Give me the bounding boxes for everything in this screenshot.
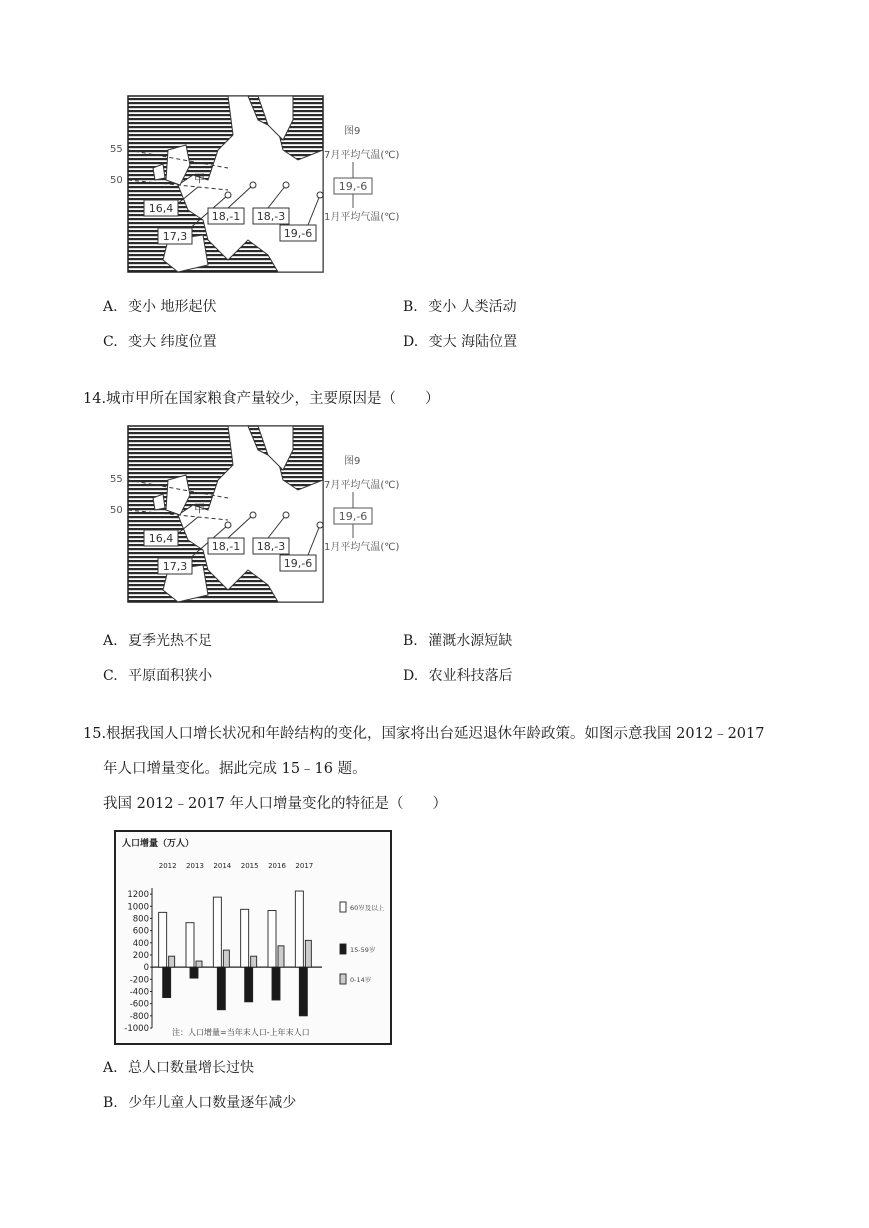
option-letter: B. (403, 299, 418, 315)
bar-2013-2 (196, 961, 202, 967)
bar-2016-2 (278, 946, 284, 967)
city-box-5: 19,-6 (283, 227, 313, 240)
bar-2015-2 (251, 956, 257, 967)
y-tick-label: 1000 (127, 902, 149, 913)
y-tick-label: -400 (129, 987, 149, 998)
category-label: 2014 (213, 862, 232, 870)
category-label: 2013 (186, 862, 204, 870)
jan-label: 1月平均气温(℃) (324, 542, 400, 553)
q13-option-d[interactable] (403, 332, 517, 352)
y-tick-label: 600 (132, 926, 149, 937)
option-letter: C. (103, 668, 118, 684)
lat-label-50: 50 (110, 175, 123, 186)
option-text: 少年儿童人口数量逐年减少 (128, 1095, 297, 1111)
y-tick-label: 800 (132, 914, 149, 925)
y-tick-label: -1000 (124, 1024, 149, 1034)
option-letter: B. (103, 1095, 118, 1111)
bar-2014-0 (213, 897, 221, 967)
y-tick-label: -800 (129, 1011, 149, 1022)
city-box-2: 17,3 (162, 560, 188, 573)
chart-title: 人口增量（万人） (122, 839, 195, 849)
option-letter: A. (103, 299, 118, 315)
map-title: 图9 (344, 456, 361, 467)
city-mark: 甲 (194, 172, 205, 185)
q15-option-a[interactable] (103, 1058, 254, 1078)
city-box-1: 16,4 (148, 532, 174, 545)
category-label: 2012 (158, 862, 177, 870)
population-increment-chart (114, 830, 392, 1045)
q15-option-b[interactable] (103, 1093, 296, 1113)
lat-label-55: 55 (110, 144, 123, 155)
q15-stem-line2: 年人口增量变化。据此完成 15﹣16 题。 (103, 761, 367, 777)
bar-2012-0 (159, 912, 167, 967)
europe-map-1 (108, 90, 408, 280)
jan-label: 1月平均气温(℃) (324, 212, 400, 223)
option-letter: A. (103, 1060, 118, 1076)
europe-map-2 (108, 420, 408, 610)
bar-2017-0 (295, 891, 303, 967)
option-text: 变大 纬度位置 (128, 334, 217, 350)
category-label: 2016 (268, 862, 286, 870)
q14-option-c[interactable] (103, 666, 212, 686)
city-mark: 甲 (194, 502, 205, 515)
option-text: 变小 人类活动 (428, 299, 517, 315)
bar-2016-1 (272, 967, 280, 1000)
legend-swatch (340, 944, 346, 954)
option-letter: C. (103, 334, 118, 350)
option-text: 变大 海陆位置 (428, 334, 518, 350)
q14-option-b[interactable] (403, 631, 512, 651)
bar-2012-2 (169, 956, 175, 967)
bar-2013-0 (186, 923, 194, 967)
bar-2012-1 (163, 967, 171, 997)
july-label: 7月平均气温(℃) (324, 480, 400, 491)
bar-2014-2 (223, 950, 229, 967)
q14-option-a[interactable] (103, 631, 212, 651)
legend-box: 19,-6 (338, 510, 368, 523)
chart-note: 注：人口增量=当年末人口-上年末人口 (172, 1028, 310, 1037)
option-letter: D. (403, 668, 419, 684)
y-tick-label: 0 (143, 963, 149, 974)
y-tick-label: 400 (132, 938, 149, 949)
q13-option-a[interactable] (103, 297, 216, 317)
y-tick-label: 200 (132, 950, 149, 961)
legend-swatch (340, 902, 346, 912)
july-label: 7月平均气温(℃) (324, 150, 400, 161)
y-tick-label: -600 (129, 999, 149, 1010)
option-text: 灌溉水源短缺 (428, 633, 513, 649)
legend-swatch (340, 974, 346, 984)
legend-label: 15-59岁 (350, 946, 376, 954)
option-text: 总人口数量增长过快 (128, 1060, 255, 1076)
q13-option-c[interactable] (103, 332, 217, 352)
option-letter: B. (403, 633, 418, 649)
legend-label: 60岁及以上 (350, 904, 385, 912)
map-title: 图9 (344, 126, 361, 137)
city-box-4: 18,-3 (256, 210, 286, 223)
option-letter: A. (103, 633, 118, 649)
option-text: 变小 地形起伏 (128, 299, 217, 315)
legend-label: 0-14岁 (350, 976, 372, 984)
bar-2017-2 (305, 940, 311, 967)
bar-2015-1 (245, 967, 253, 1002)
q15-stem-line1: 15.根据我国人口增长状况和年龄结构的变化，国家将出台延迟退休年龄政策。如图示意我国 2012﹣2017 (83, 726, 765, 742)
city-box-1: 16,4 (148, 202, 174, 215)
option-text: 平原面积狭小 (128, 668, 213, 684)
option-text: 夏季光热不足 (128, 633, 213, 649)
q15-sub-question: 我国 2012﹣2017 年人口增量变化的特征是（ ） (103, 796, 448, 812)
city-box-5: 19,-6 (283, 557, 313, 570)
option-letter: D. (403, 334, 419, 350)
y-tick-label: -200 (129, 975, 149, 986)
legend-box: 19,-6 (338, 180, 368, 193)
option-text: 农业科技落后 (428, 668, 513, 684)
city-box-3: 18,-1 (211, 210, 241, 223)
category-label: 2017 (295, 862, 314, 870)
q14-stem: 14.城市甲所在国家粮食产量较少，主要原因是（ ） (83, 391, 440, 407)
bar-2016-0 (268, 911, 276, 968)
lat-label-50: 50 (110, 505, 123, 516)
q14-option-d[interactable] (403, 666, 513, 686)
q13-option-b[interactable] (403, 297, 517, 317)
bar-2017-1 (299, 967, 307, 1016)
bar-2015-0 (241, 909, 249, 967)
city-box-3: 18,-1 (211, 540, 241, 553)
city-box-2: 17,3 (162, 230, 188, 243)
category-label: 2015 (240, 862, 259, 870)
bar-2013-1 (190, 967, 198, 978)
lat-label-55: 55 (110, 474, 123, 485)
y-tick-label: 1200 (127, 890, 149, 901)
bar-2014-1 (217, 967, 225, 1010)
city-box-4: 18,-3 (256, 540, 286, 553)
